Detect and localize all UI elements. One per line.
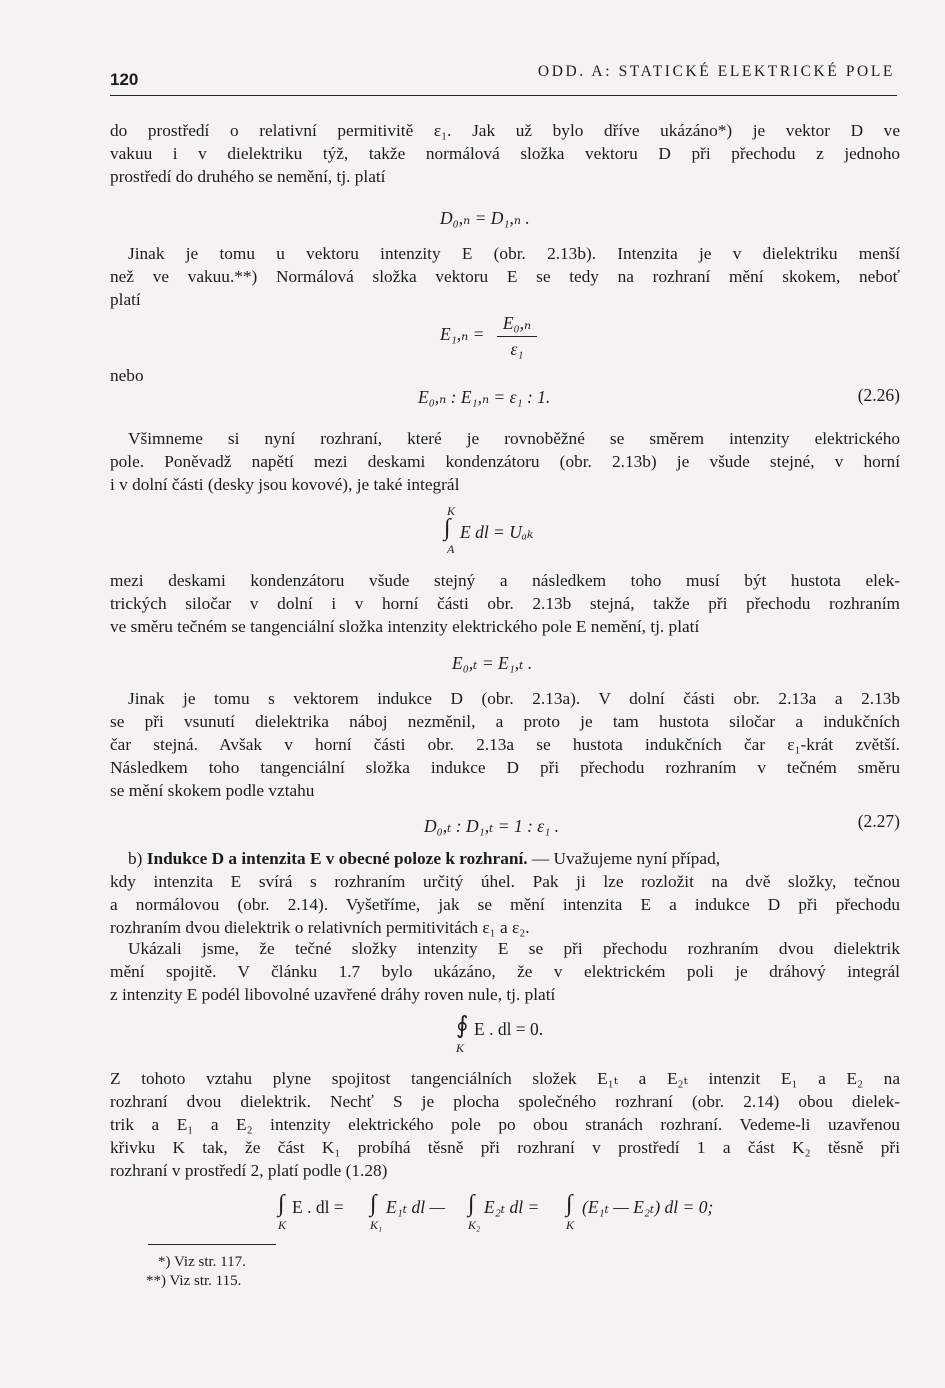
- footnote: *) Viz str. 117.: [158, 1254, 246, 1270]
- equation-d-normal: D₀,ₙ = D₁,ₙ .: [440, 208, 530, 228]
- text-line: i v dolní části (desky jsou kovové), je také integrál: [110, 475, 460, 494]
- integral-sign: ∫: [566, 1191, 573, 1217]
- equation-closed-path: E . dl = 0.: [474, 1019, 544, 1039]
- contour-integral-sign: ∮: [456, 1013, 469, 1039]
- equation-term: (E₁ₜ — E₂ₜ) dl = 0;: [582, 1197, 714, 1217]
- equation-term: E₁ₜ dl —: [386, 1197, 446, 1217]
- integral-sign: ∫: [468, 1191, 475, 1217]
- running-header: ODD. A: STATICKÉ ELEKTRICKÉ POLE: [537, 63, 895, 80]
- integral-subscript: K: [278, 1218, 287, 1232]
- text-line: Následkem toho tangenciální složka indukce D při přechodu rozhraním v tečném směru: [110, 758, 900, 777]
- text-line: se mění skokem podle vztahu: [110, 781, 315, 800]
- equation-e-normal-fraction: [440, 312, 537, 360]
- equation-number: (2.26): [857, 385, 900, 405]
- text-line: než ve vakuu.**) Normálová složka vektoru E se tedy na rozhraní mění skokem, neboť: [110, 267, 900, 286]
- equation-2-26: E₀,ₙ : E₁,ₙ = ε₁ : 1.: [418, 387, 551, 407]
- text-line: prostředí do druhého se nemění, tj. platí: [110, 167, 386, 186]
- text-line: vakuu i v dielektriku týž, takže normálová složka vektoru D při přechodu z jednoho: [110, 144, 900, 163]
- text-line: rozhraním dvou dielektrik o relativních permitivitách ε₁ a ε₂.: [110, 918, 530, 937]
- equation-e-tangential: E₀,ₜ = E₁,ₜ .: [452, 653, 533, 673]
- fraction: [497, 312, 537, 360]
- text-line: a normálovou (obr. 2.14). Vyšetříme, jak se mění intenzita E a indukce D při přechodu: [110, 895, 900, 914]
- integral-upper-limit: K: [447, 504, 456, 518]
- text-line: pole. Poněvadž napětí mezi deskami kondenzátoru (obr. 2.13b) je všude stejné, v horní: [110, 452, 900, 471]
- equation-number: (2.27): [857, 811, 900, 831]
- text-line: kdy intenzita E svírá s rozhraním určitý úhel. Pak ji lze rozložit na dvě složky, tečnou: [110, 872, 900, 891]
- text-line: čar stejná. Avšak v horní části obr. 2.13a se hustota indukčních čar ε₁-krát zvětší.: [110, 735, 900, 754]
- text-line: platí: [110, 290, 141, 309]
- text-line: křivku K tak, že část K₁ probíhá těsně při rozhraní v prostředí 1 a část K₂ těsně při: [110, 1138, 900, 1157]
- text-line: nebo: [110, 366, 144, 385]
- equation-term: E₂ₜ dl =: [484, 1197, 540, 1217]
- section-label: b): [128, 849, 143, 868]
- text-line: trik a E₁ a E₂ intenzity elektrického pole po obou stranách rozhraní. Vedeme-li uzavřenou: [110, 1115, 900, 1134]
- text-line: Všimneme si nyní rozhraní, které je rovnoběžné se směrem intenzity elektrického: [128, 429, 900, 448]
- equation-integral-uak: E dl = Uₐₖ: [460, 522, 534, 542]
- fraction-numerator: E₀,ₙ: [497, 312, 537, 337]
- page-number: 120: [110, 70, 139, 89]
- text-line: Ukázali jsme, že tečné složky intenzity E se při přechodu rozhraním dvou dielektrik: [128, 939, 900, 958]
- text-line: se při vsunutí dielektrika náboj nezměnil, a proto je tam hustota siločar a indukčních: [110, 712, 900, 731]
- contour-subscript: K: [456, 1041, 465, 1055]
- section-b-first-line: [128, 848, 906, 870]
- header-rule: [110, 95, 897, 96]
- text-line: rozhraní dvou dielektrik. Nechť S je plocha společného rozhraní (obr. 2.14) obou dielek-: [110, 1092, 900, 1111]
- text-line: Jinak je tomu u vektoru intenzity E (obr. 2.13b). Intenzita je v dielektriku menší: [128, 244, 900, 263]
- equation-term: E . dl =: [292, 1197, 344, 1217]
- text-line: Z tohoto vztahu plyne spojitost tangenciálních složek E₁ₜ a E₂ₜ intenzit E₁ a E₂ na: [110, 1069, 900, 1088]
- text-line: trických siločar v dolní i v horní části obr. 2.13b stejná, takže při přechodu rozhraním: [110, 594, 900, 613]
- integral-sign: ∫: [444, 515, 451, 541]
- text-line: rozhraní v prostředí 2, platí podle (1.28): [110, 1161, 388, 1180]
- integral-sign: ∫: [278, 1191, 285, 1217]
- integral-lower-limit: A: [447, 542, 455, 556]
- integral-subscript: K₂: [468, 1218, 481, 1232]
- footnote-rule: [148, 1244, 276, 1245]
- text-line: Jinak je tomu s vektorem indukce D (obr. 2.13a). V dolní části obr. 2.13a a 2.13b: [128, 689, 900, 708]
- footnote: **) Viz str. 115.: [146, 1273, 242, 1289]
- integral-subscript: K: [566, 1218, 575, 1232]
- integral-sign: ∫: [370, 1191, 377, 1217]
- text-line: z intenzity E podél libovolné uzavřené dráhy roven nule, tj. platí: [110, 985, 556, 1004]
- text-line: mezi deskami kondenzátoru všude stejný a následkem toho musí být hustota elek-: [110, 571, 900, 590]
- fraction-lhs: E₁,ₙ =: [440, 324, 485, 345]
- section-heading: Indukce D a intenzita E v obecné poloze k rozhraní.: [146, 849, 528, 868]
- text-line: mění spojitě. V článku 1.7 bylo ukázáno, že v elektrickém poli je dráhový integrál: [110, 962, 900, 981]
- text-line: ve směru tečném se tangenciální složka intenzity elektrického pole E nemění, tj. platí: [110, 617, 700, 636]
- integral-subscript: K₁: [370, 1218, 383, 1232]
- fraction-denominator: ε₁: [510, 339, 524, 359]
- section-lead: — Uvažujeme nyní případ,: [531, 849, 721, 868]
- equation-2-27: D₀,ₜ : D₁,ₜ = 1 : ε₁ .: [424, 816, 560, 836]
- text-line: do prostředí o relativní permitivitě ε₁. Jak už bylo dříve ukázáno*) je vektor D ve: [110, 121, 900, 140]
